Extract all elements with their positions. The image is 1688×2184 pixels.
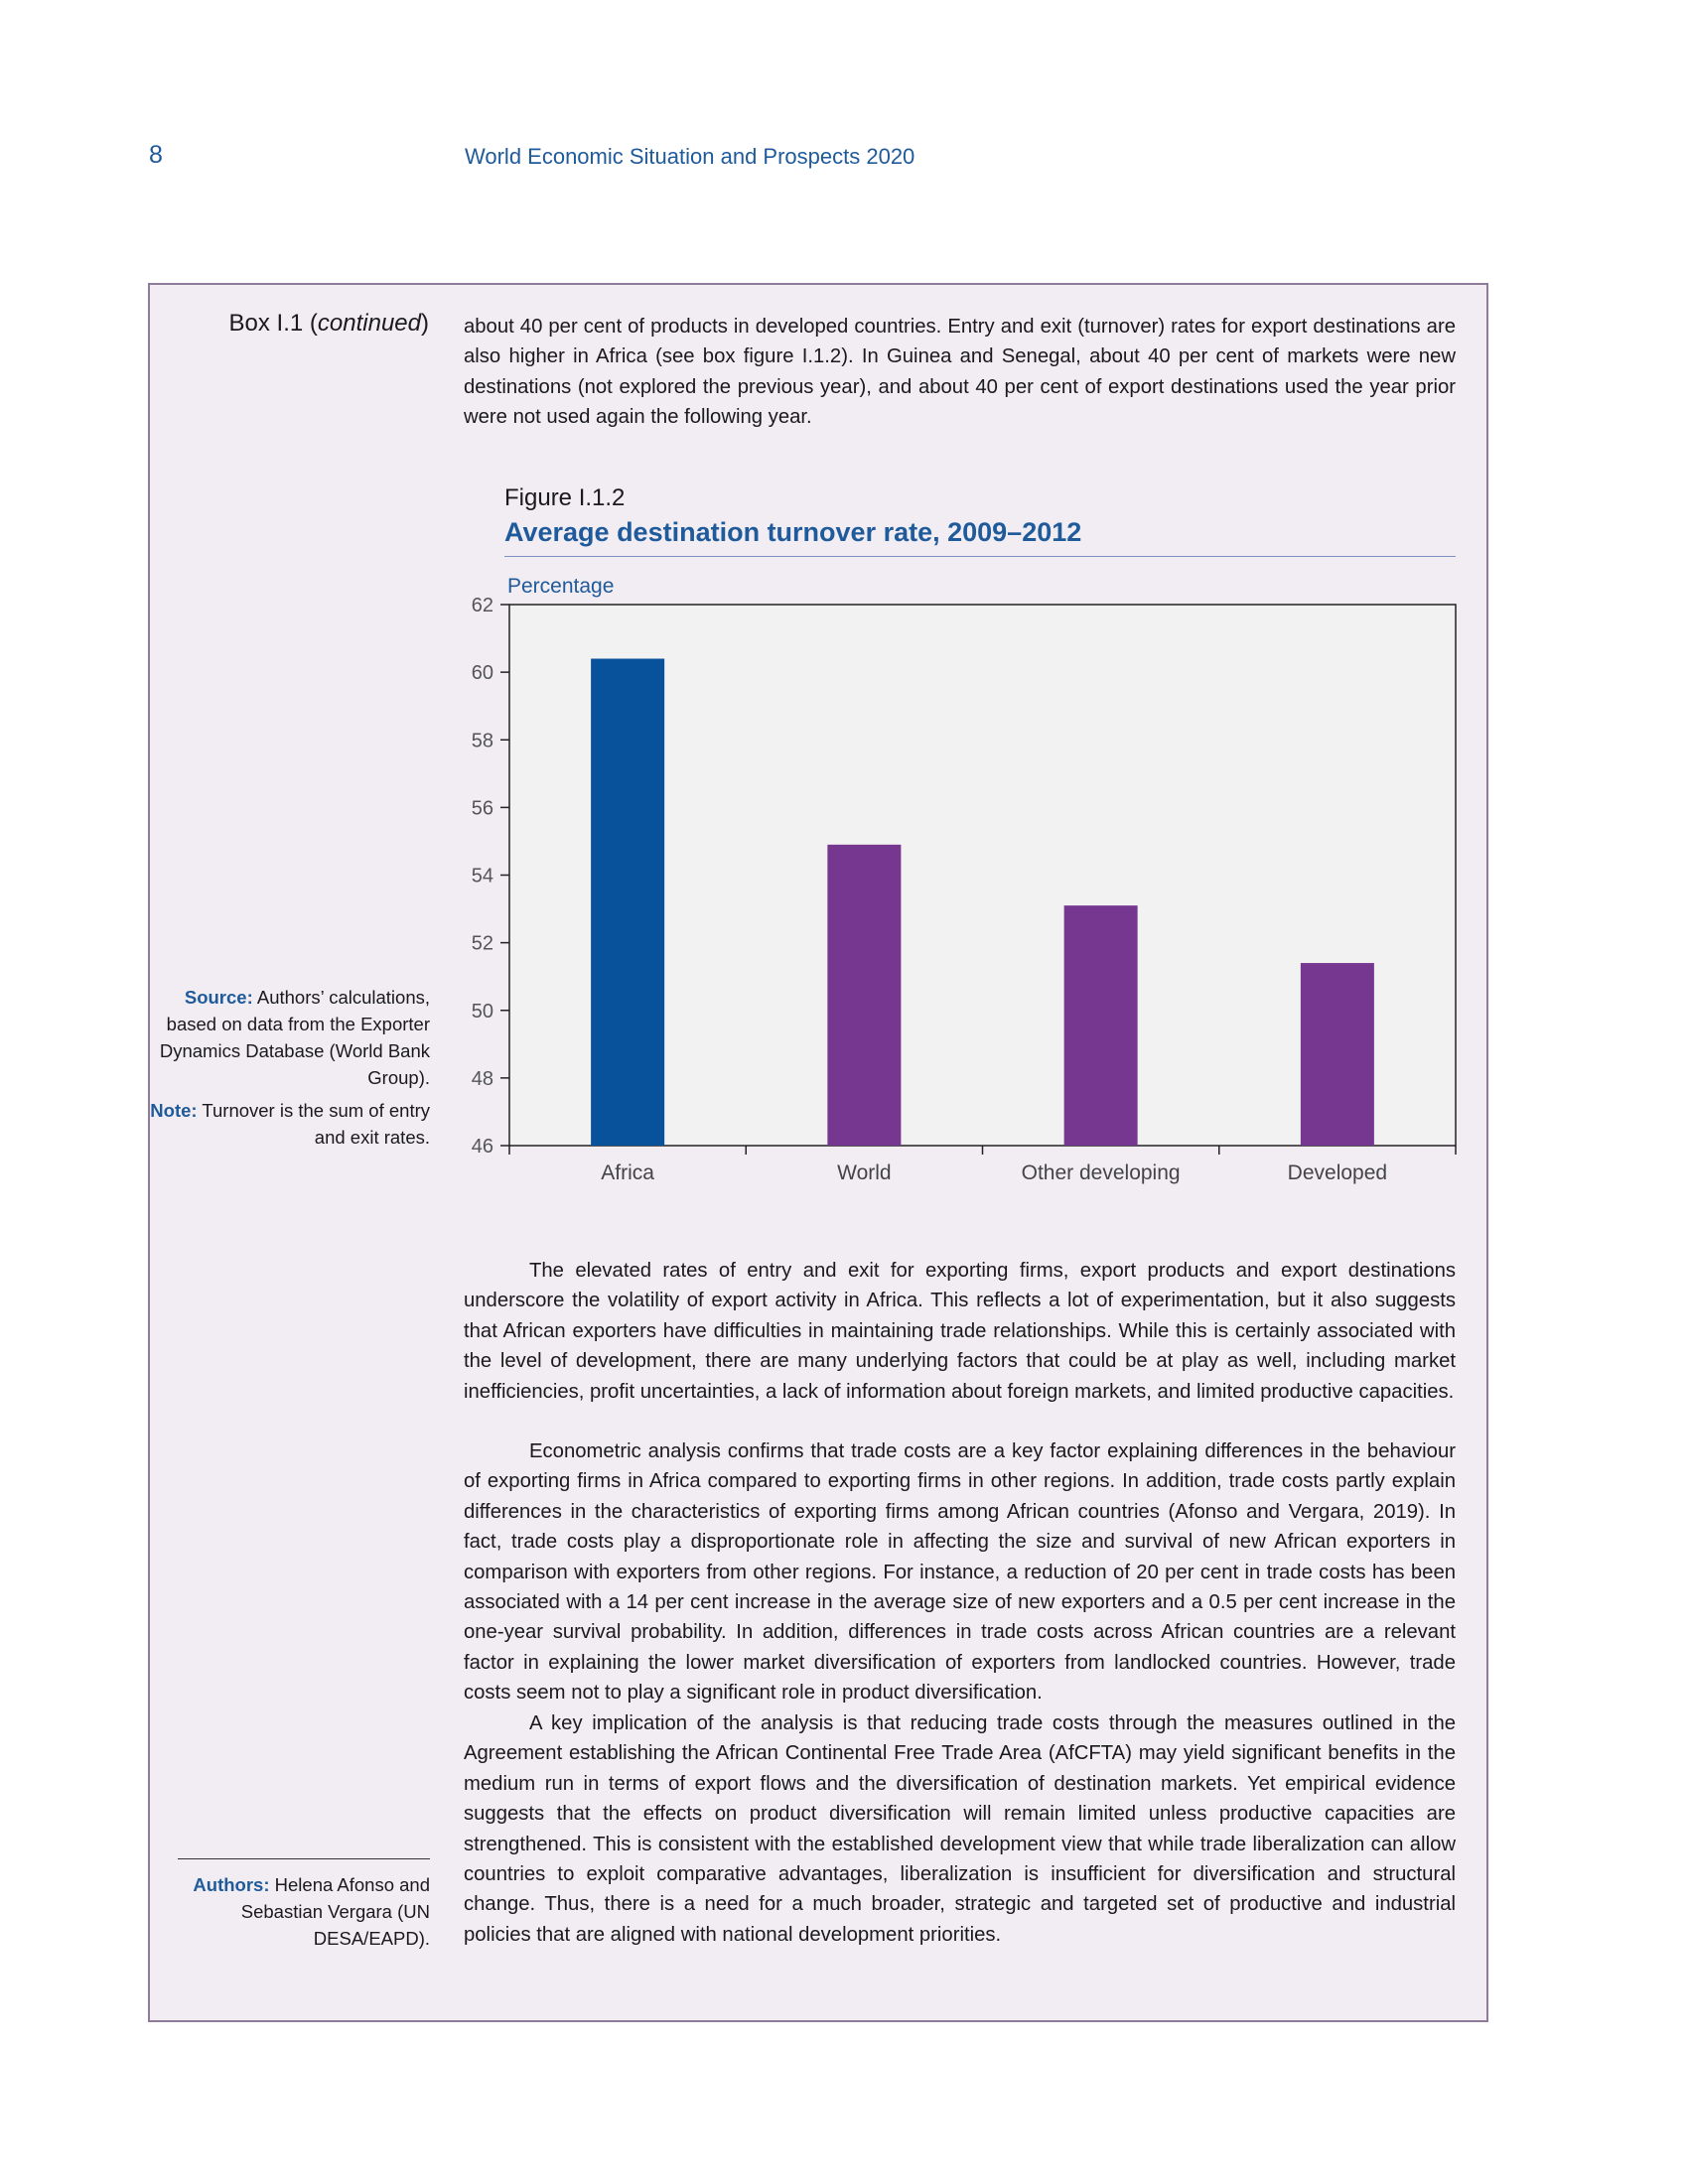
- intro-paragraph: about 40 per cent of products in developed countries. Entry and exit (turnover) rates for export destinations are also higher in Africa (see box figure I.1.2). In Guinea and Senegal, about 40 per cent of markets were new destinations (not explored the previous year), and about 40 per cent of export destinations used the year prior were not used again the following year.: [464, 316, 1456, 429]
- authors-rule: [178, 1858, 430, 1859]
- bar-other-developing: [1064, 905, 1138, 1146]
- box-label-continued: continued: [317, 310, 421, 337]
- y-tick-label: 60: [471, 662, 493, 685]
- source-note: [132, 984, 430, 1091]
- authors-text: Helena Afonso and Sebastian Vergara (UN DESA/EAPD).: [240, 1874, 430, 1949]
- body-paragraph-3: A key implication of the analysis is that reducing trade costs through the measures outlined in the Agreement establishing the African Continental Free Trade Area (AfCFTA) may yield significant benefits in the medium run in terms of export flows and the diversification of destination markets. Yet empirical evidence suggests that the effects on product diversification will remain limited unless productive capacities are strengthened. This is consistent with the established development view that while trade liberalization can allow countries to exploit comparative advantages, liberalization is insufficient for diversification and structural change. Thus, there is a need for a much broader, strategic and targeted set of productive and industrial policies that are aligned with national development priorities.: [464, 1712, 1456, 1946]
- source-key: Source:: [184, 987, 253, 1008]
- page-number: 8: [149, 141, 163, 169]
- x-category-label: Other developing: [1021, 1161, 1181, 1184]
- body-paragraph-1: The elevated rates of entry and exit for exporting firms, export products and export destinations underscore the volatility of export activity in Africa. This reflects a lot of experimentation, but it also suggests that African exporters have difficulties in maintaining trade relationships. While this is certainly associated with the level of development, there are many underlying factors that could be at play as well, including market inefficiencies, profit uncertainties, a lack of information about foreign markets, and limited productive capacities.: [464, 1260, 1456, 1403]
- body-paragraph-2: Econometric analysis confirms that trade costs are a key factor explaining differences in the behaviour of exporting firms in Africa compared to exporting firms in other regions. In addition, trade costs partly explain differences in the characteristics of exporting firms among African countries (Afonso and Vergara, 2019). In fact, trade costs play a disproportionate role in affecting the size and survival of new African exporters in comparison with exporters from other regions. For instance, a reduction of 20 per cent in trade costs has been associated with a 14 per cent increase in the average size of new exporters and a 0.5 per cent increase in the one-year survival probability. In addition, differences in trade costs across African countries are a relevant factor in explaining the lower market diversification of exporters from landlocked countries. However, trade costs seem not to play a significant role in product diversification.: [464, 1440, 1456, 1705]
- note-text: Turnover is the sum of entry and exit rates.: [202, 1100, 430, 1148]
- running-title: World Economic Situation and Prospects 2020: [465, 144, 915, 169]
- y-axis-title: Percentage: [507, 575, 615, 598]
- source-text: Authors’ calculations, based on data from the Exporter Dynamics Database (World Bank Group).: [159, 987, 430, 1088]
- y-tick-label: 46: [471, 1136, 493, 1158]
- y-tick-label: 54: [471, 865, 493, 887]
- figure-title: Average destination turnover rate, 2009–2012: [504, 517, 1082, 547]
- bar-developed: [1301, 963, 1374, 1146]
- box-label-prefix: Box I.1 (: [228, 310, 318, 337]
- y-tick-label: 50: [471, 1000, 493, 1023]
- x-category-label: Developed: [1287, 1161, 1388, 1184]
- x-category-label: World: [837, 1161, 892, 1184]
- bar-world: [827, 845, 901, 1146]
- bar-africa: [591, 659, 664, 1147]
- box-label-suffix: ): [421, 310, 429, 337]
- turnover-note: [132, 1097, 430, 1151]
- y-tick-label: 52: [471, 932, 493, 955]
- y-tick-label: 58: [471, 730, 493, 752]
- authors-note: [172, 1871, 430, 1952]
- note-key: Note:: [150, 1100, 198, 1121]
- y-tick-label: 56: [471, 797, 493, 820]
- y-tick-label: 48: [471, 1067, 493, 1090]
- figure-number: Figure I.1.2: [504, 484, 626, 511]
- authors-key: Authors:: [193, 1874, 270, 1895]
- x-category-label: Africa: [601, 1161, 654, 1184]
- y-tick-label: 62: [471, 595, 493, 616]
